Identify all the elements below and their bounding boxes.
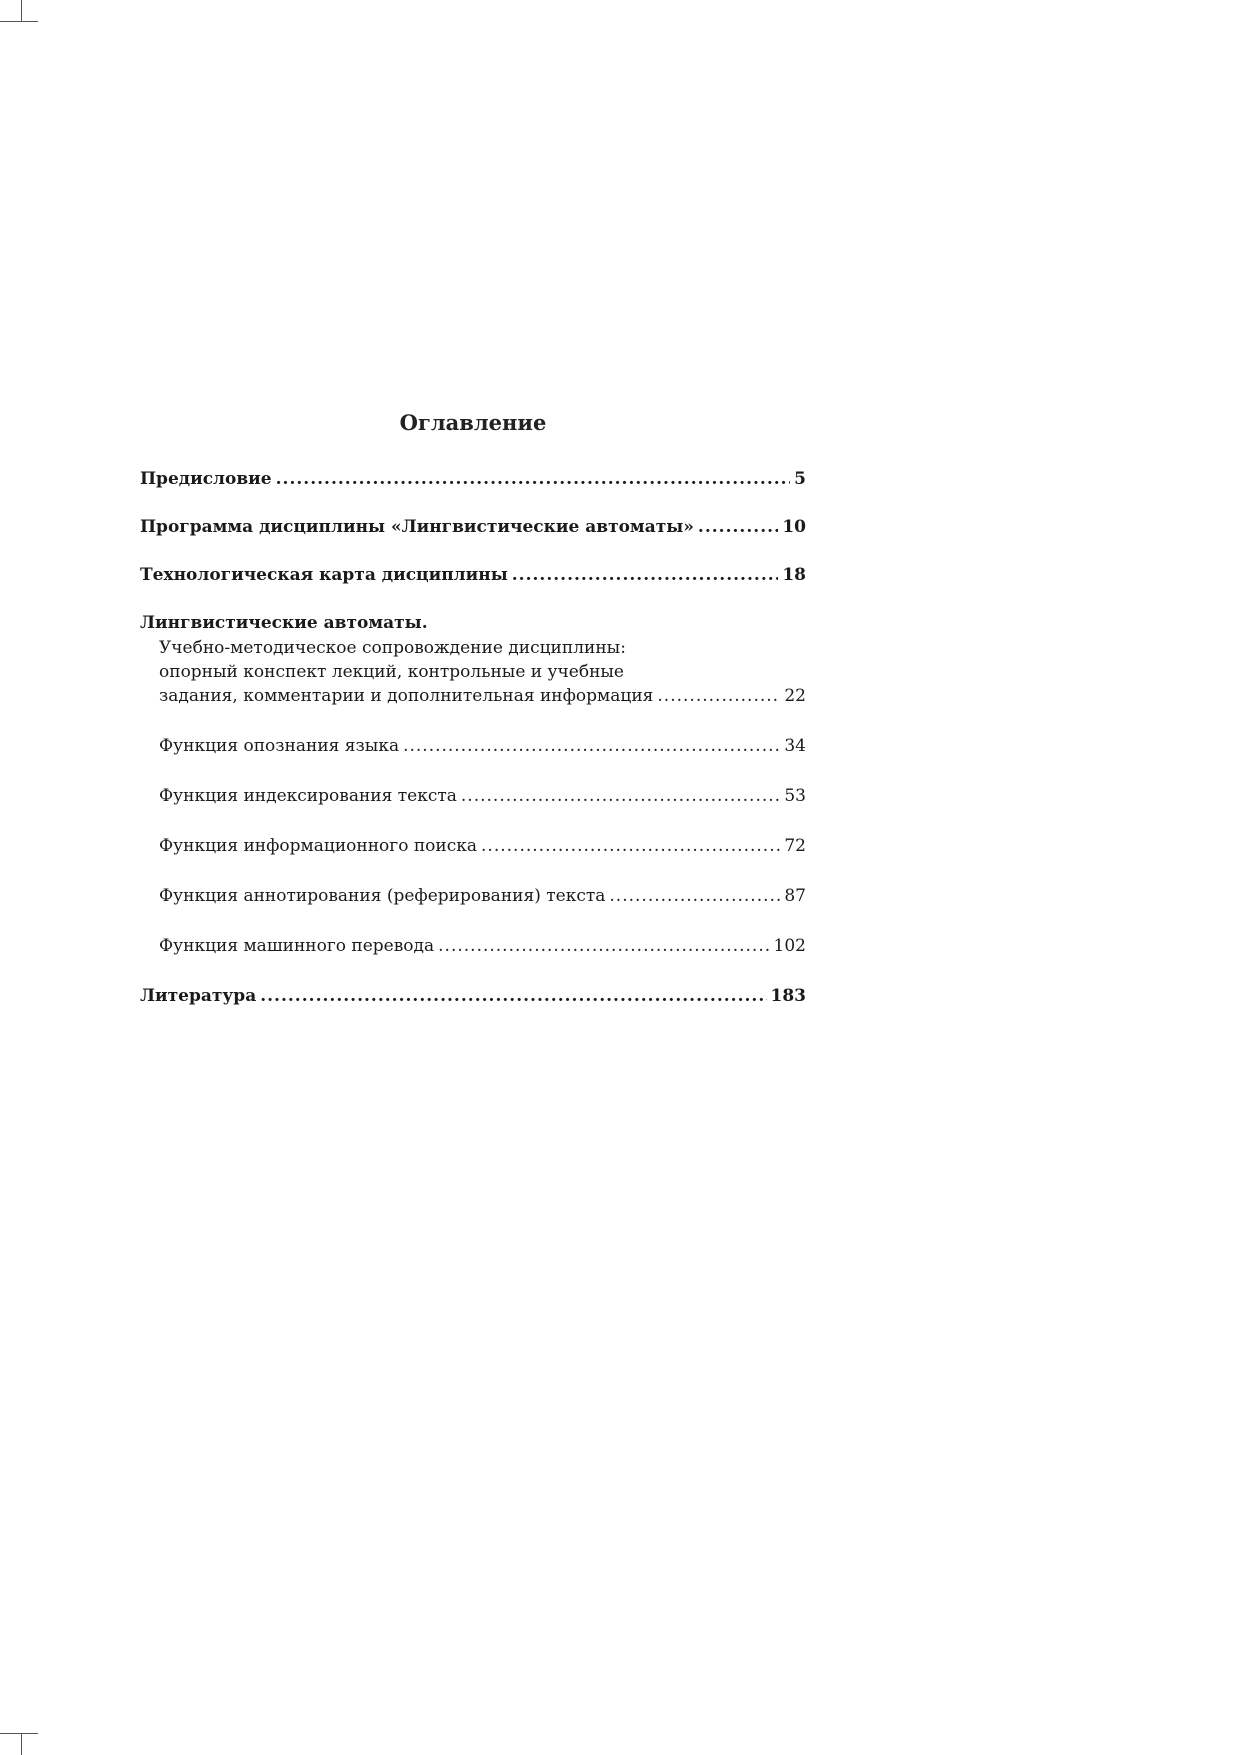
dot-leader [403, 734, 780, 759]
toc-entry-program[interactable] [140, 515, 806, 540]
toc-entry-label: задания, комментарии и дополнительная информация [159, 686, 654, 706]
toc-entry-label: Функция информационного поиска [159, 836, 478, 856]
dot-leader [438, 934, 769, 959]
toc-entry-page: 34 [784, 736, 806, 756]
toc-entry-label: Литература [140, 986, 257, 1006]
crop-mark [21, 1733, 22, 1755]
toc-entry-page: 53 [784, 786, 806, 806]
toc-subentry[interactable] [140, 934, 806, 959]
toc-entry-label: Функция аннотирования (реферирования) текста [159, 886, 606, 906]
page-title: Оглавление [399, 410, 547, 435]
toc-entry-tech-map[interactable] [140, 563, 806, 588]
crop-mark [0, 1733, 38, 1734]
dot-leader [260, 984, 766, 1009]
toc-entry-label: Функция индексирования текста [159, 786, 457, 806]
dot-leader [609, 884, 780, 909]
toc-entry-page: 18 [782, 565, 806, 585]
toc-section-line: Учебно-методическое сопровождение дисциплины: [159, 638, 626, 658]
toc-entry-page: 183 [770, 986, 806, 1006]
toc-subentry[interactable] [140, 884, 806, 909]
toc-entry-preface[interactable] [140, 467, 806, 492]
table-of-contents [140, 408, 806, 1009]
toc-section[interactable] [140, 611, 806, 709]
toc-entry-label: Функция опознания языка [159, 736, 400, 756]
toc-entry-label: Программа дисциплины «Лингвистические автоматы» [140, 517, 694, 537]
dot-leader [481, 834, 780, 859]
toc-section-line: опорный конспект лекций, контрольные и учебные [159, 662, 624, 682]
dot-leader [698, 515, 778, 540]
toc-entry-literature[interactable] [140, 984, 806, 1009]
toc-entry-label: Функция машинного перевода [159, 936, 435, 956]
toc-entry-page: 87 [784, 886, 806, 906]
dot-leader [276, 467, 791, 492]
toc-entry-page: 102 [773, 936, 806, 956]
crop-mark [21, 0, 22, 22]
toc-entry-label: Предисловие [140, 469, 272, 489]
toc-entry-page: 72 [784, 836, 806, 856]
toc-subentry[interactable] [140, 734, 806, 759]
toc-entry-page: 5 [794, 469, 806, 489]
toc-section-heading: Лингвистические автоматы. [140, 613, 428, 633]
toc-section-last-line [140, 684, 806, 709]
dot-leader [512, 563, 779, 588]
toc-entry-label: Технологическая карта дисциплины [140, 565, 508, 585]
toc-entry-page: 22 [784, 686, 806, 706]
toc-subentry[interactable] [140, 834, 806, 859]
toc-subentry[interactable] [140, 784, 806, 809]
dot-leader [461, 784, 780, 809]
dot-leader [657, 684, 780, 709]
toc-entry-page: 10 [782, 517, 806, 537]
crop-mark [0, 21, 38, 22]
